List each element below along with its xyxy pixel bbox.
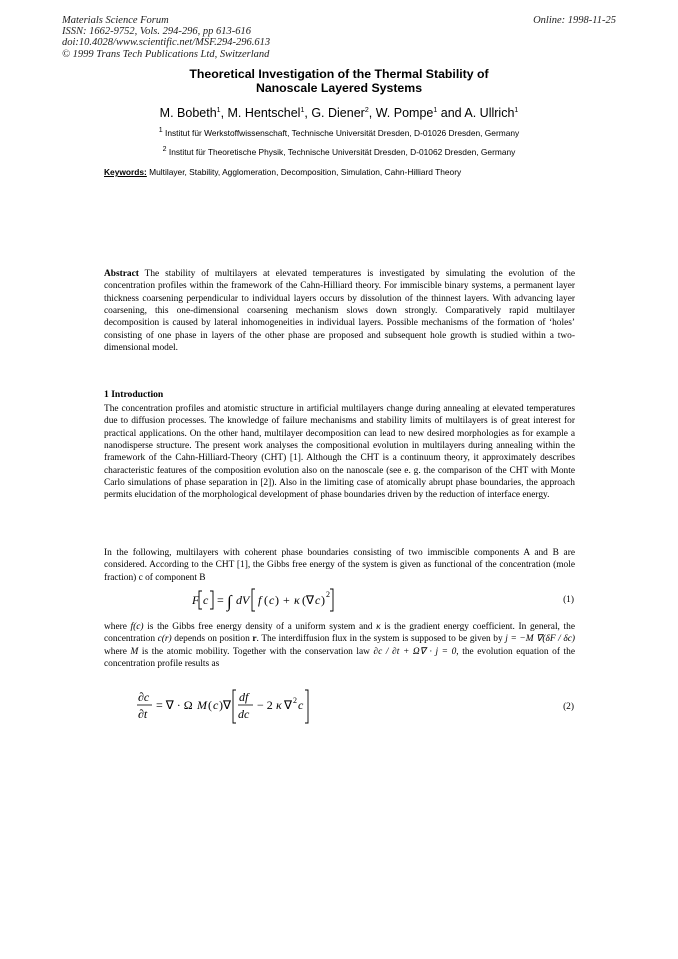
author-affiliation-mark: 1	[216, 106, 221, 114]
svg-text:M: M	[197, 698, 207, 712]
svg-text:(: (	[208, 698, 212, 712]
affiliation-mark: 1	[158, 127, 163, 135]
section-heading: 1 Introduction	[104, 389, 164, 400]
abstract-text: The stability of multilayers at elevated temperatures is investigated by simulating the evolution of the concentration profiles within the framework of the Cahn-Hilliard theory. For immiscible binary systems, a permanent layer thickness coarsening perpendicular to individual layers occurs by dissolution of the thinnest layers. With advancing layer coarsening, this one-dimensional coarsening mechanism slows down strongly. Comparatively rapid multilayer decomposition is caused by lateral inhomogeneities in individual layers. Possible mechanisms of the formation of ‘holes’ consisting of one phase in layers of the other phase are proposed and subsequent hole growth is studied within a two-dimensional model.	[104, 269, 575, 354]
svg-text:∂c: ∂c	[138, 690, 150, 704]
author: M. Bobeth	[159, 106, 217, 120]
svg-text:− 2: − 2	[257, 698, 273, 712]
author: G. Diener	[311, 106, 365, 120]
equation-1	[0, 587, 678, 615]
text-run: is the atomic mobility. Together with the conservation law	[138, 646, 374, 657]
equation-2-number: (2)	[563, 702, 574, 712]
copyright-line: © 1999 Trans Tech Publications Ltd, Switzerland	[62, 48, 270, 60]
svg-text:κ: κ	[276, 698, 282, 712]
text-run: is the Gibbs free energy density of a uniform system and	[143, 622, 377, 632]
affiliation-mark: 2	[162, 146, 167, 154]
svg-text:dV: dV	[236, 593, 250, 607]
author-affiliation-mark: 1	[514, 106, 519, 114]
equation-2	[0, 687, 678, 727]
abstract	[104, 268, 575, 354]
math-symbol: M	[130, 646, 139, 657]
abstract-label: Abstract	[104, 269, 139, 279]
math-symbol: r	[252, 634, 257, 645]
doi-line[interactable]: doi:10.4028/www.scientific.net/MSF.294-296.613	[62, 37, 271, 49]
author-affiliation-mark: 1	[433, 106, 438, 114]
svg-text:df: df	[239, 690, 249, 704]
journal-header	[62, 15, 270, 60]
title-line-2: Nanoscale Layered Systems	[255, 80, 423, 95]
affiliation-1	[62, 128, 616, 138]
math-expression: j = −M ∇(δF / δc)	[505, 634, 576, 645]
svg-text:(: (	[264, 593, 268, 607]
math-symbol: κ	[376, 622, 381, 632]
math-symbol: f(c)	[130, 622, 144, 632]
svg-text:= ∇ · Ω: = ∇ · Ω	[156, 698, 193, 712]
author: W. Pompe	[375, 106, 434, 120]
author-list: M. Bobeth$^1$, M. Hentschel$^1$, G. Diener$^2$, W. Pompe$^1$ and A. Ullrich$^1$	[159, 106, 519, 120]
svg-text:f: f	[258, 593, 262, 607]
math-symbol: c(r)	[157, 634, 172, 645]
author-affiliation-mark: 2	[364, 106, 369, 114]
svg-text:∂t: ∂t	[138, 707, 148, 721]
affiliation-2	[62, 147, 616, 157]
affiliation-text: Institut für Werkstoffwissenschaft, Technische Universität Dresden, D-01026 Dresden, Germany	[165, 128, 520, 138]
math-expression: ∂c / ∂t + Ω∇ · j = 0	[373, 646, 457, 657]
svg-text:κ: κ	[294, 593, 300, 607]
text-run: depends on position	[171, 634, 253, 645]
intro-paragraph-3	[104, 621, 575, 670]
text-run: is the gradient energy coefficient. In general, the concentration	[104, 622, 575, 645]
author-affiliation-mark: 1	[300, 106, 305, 114]
intro-paragraph-2: In the following, multilayers with coherent phase boundaries consisting of two immiscible components A and B are considered. According to the CHT [1], the Gibbs free energy of the system is given as functional of the concentration (mole fraction) c of component B	[104, 548, 575, 583]
svg-text:=: =	[217, 593, 224, 607]
equation-2-formula	[0, 687, 678, 727]
title-line-1: Theoretical Investigation of the Thermal Stability of	[189, 67, 489, 81]
svg-text:∇: ∇	[284, 698, 293, 712]
svg-text:c: c	[203, 593, 209, 607]
text-run: where	[104, 646, 131, 657]
keywords	[104, 167, 574, 177]
svg-text:dc: dc	[238, 707, 250, 721]
svg-text:(∇: (∇	[302, 593, 315, 607]
equation-1-number: (1)	[563, 595, 574, 605]
keywords-text: Multilayer, Stability, Agglomeration, Decomposition, Simulation, Cahn-Hilliard Theory	[149, 167, 462, 177]
svg-text:): )	[321, 593, 325, 607]
paper-title	[62, 68, 616, 95]
online-date: Online: 1998-11-25	[533, 15, 616, 26]
text-run: . The interdiffusion flux in the system is supposed to be given by	[256, 634, 506, 645]
svg-text:c: c	[298, 698, 304, 712]
journal-name: Materials Science Forum	[62, 15, 169, 26]
author: M. Hentschel	[227, 106, 301, 120]
svg-text:c: c	[213, 698, 219, 712]
text-run: where	[104, 622, 131, 632]
svg-text:+: +	[283, 593, 290, 607]
intro-paragraph-1: The concentration profiles and atomistic structure in artificial multilayers change during annealing at elevated temperatures due to diffusion processes. The knowledge of failure mechanisms and stability limits of multilayers is of great interest for practical applications. On the other hand, multilayer decomposition can lead to new desired morphologies as for example a nanodisperse structure. The present work analyses the compositional evolution in multilayers during annealing within the framework of the Cahn-Hilliard-Theory (CHT) [1]. Although the CHT is a continuum theory, it approximately describes characteristic features of the composition evolution also on the nanoscale (see e. g. the comparison of the CHT with Monte Carlo simulations of phase separation in [2]). Also in the limiting case of atomically abrupt phase boundaries, the approach permits elucidation of the morphological development of phase boundaries driven by the reduction of interface energy.	[104, 404, 575, 501]
svg-text:2: 2	[293, 696, 297, 705]
svg-text:c: c	[315, 593, 321, 607]
author: A. Ullrich	[464, 106, 515, 120]
svg-text:∫: ∫	[227, 592, 232, 611]
svg-text:): )	[275, 593, 279, 607]
keywords-label: Keywords:	[104, 167, 147, 177]
svg-text:F: F	[192, 593, 200, 607]
equation-1-formula	[0, 587, 678, 615]
svg-text:c: c	[269, 593, 275, 607]
affiliation-text: Institut für Theoretische Physik, Technische Universität Dresden, D-01062 Dresden, Germany	[168, 147, 516, 157]
svg-text:2: 2	[326, 590, 330, 599]
svg-text:)∇: )∇	[219, 698, 232, 712]
text-run: , the evolution equation of the concentration profile results as	[104, 646, 576, 670]
issn-line: ISSN: 1662-9752, Vols. 294-296, pp 613-616	[62, 26, 251, 38]
